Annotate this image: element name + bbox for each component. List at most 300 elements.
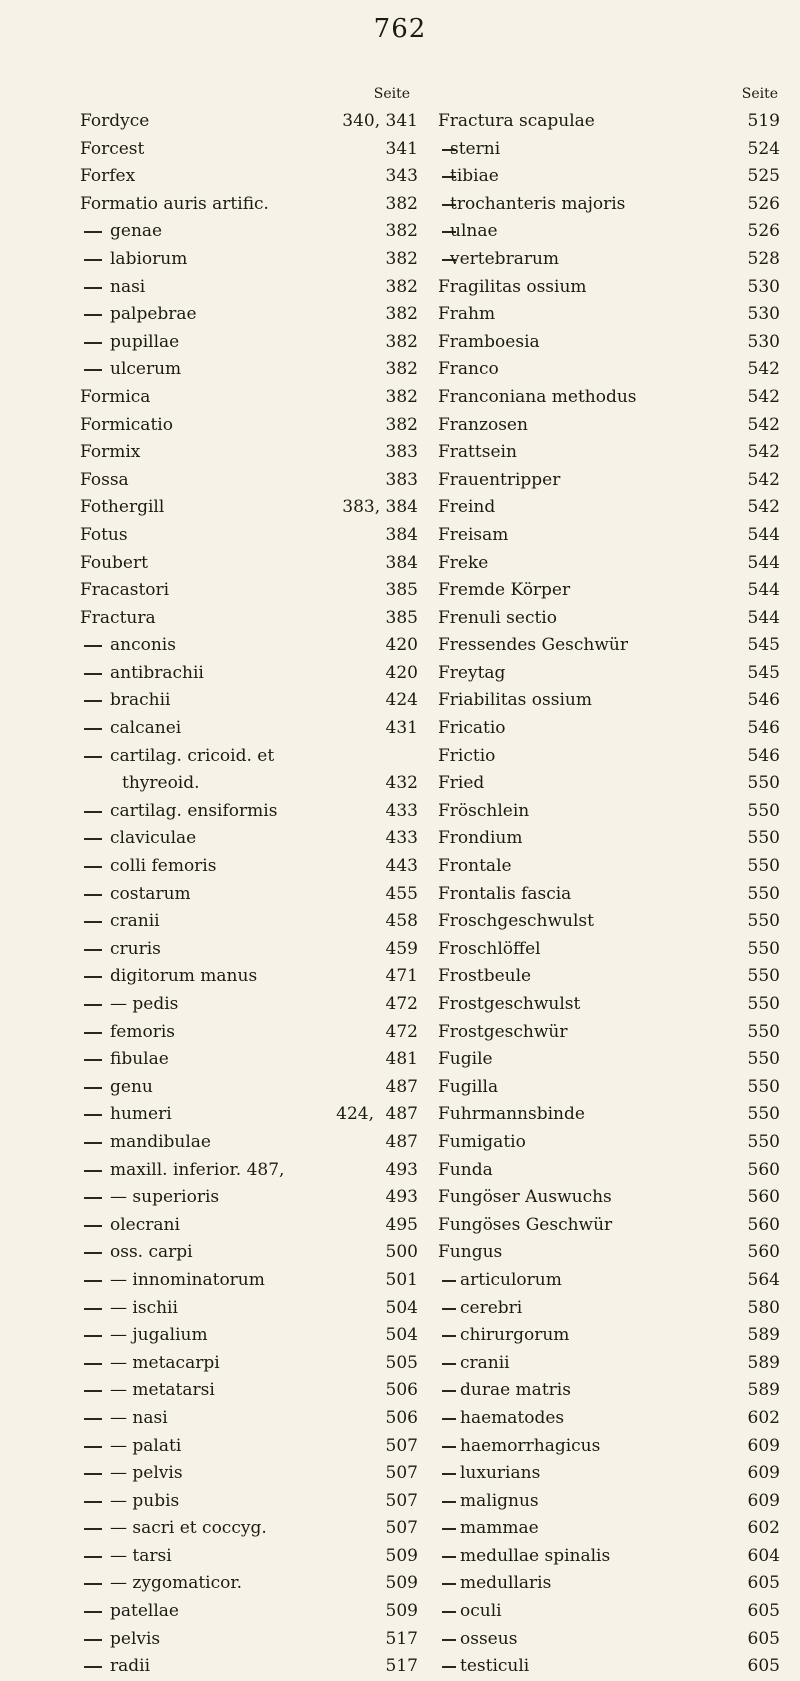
repeat-dash (442, 1639, 456, 1641)
repeat-dash (442, 1390, 456, 1392)
entry-term: cranii (460, 1352, 510, 1373)
entry-page: 487 (385, 1131, 418, 1152)
entry-page: 443 (385, 856, 418, 877)
repeat-dash (442, 1446, 456, 1448)
repeat-dash (84, 342, 102, 344)
entry-page: 433 (385, 828, 418, 849)
index-entry (80, 163, 418, 191)
entry-term: — metacarpi (110, 1352, 220, 1373)
repeat-dash (84, 1032, 102, 1034)
entry-page: 384 (385, 552, 418, 573)
index-entry (80, 108, 418, 136)
repeat-dash (84, 976, 102, 978)
index-entry (438, 1157, 780, 1185)
entry-term: cartilag. ensiformis (110, 800, 278, 821)
index-entry (80, 1460, 418, 1488)
index-entry (438, 1570, 780, 1598)
entry-page: 517 (385, 1628, 418, 1649)
index-entry (438, 1101, 780, 1129)
entry-page: 506 (385, 1380, 418, 1401)
entry-page: 382 (385, 386, 418, 407)
index-entry (438, 494, 780, 522)
entry-page: 550 (747, 1131, 780, 1152)
entry-term: Fracastori (80, 580, 170, 601)
entry-term: — pelvis (110, 1463, 183, 1484)
index-entry (438, 1046, 780, 1074)
entry-page: 560 (747, 1214, 780, 1235)
repeat-dash (84, 673, 102, 675)
index-entry (438, 1184, 780, 1212)
entry-term: mandibulae (110, 1131, 211, 1152)
entry-term: Frostgeschwulst (438, 994, 581, 1014)
entry-page: 550 (747, 1104, 780, 1125)
repeat-dash (84, 728, 102, 730)
index-entry (438, 191, 780, 219)
entry-page: 382 (385, 331, 418, 352)
repeat-dash (84, 231, 102, 233)
entry-page: 500 (385, 1242, 418, 1263)
repeat-dash (442, 1666, 456, 1668)
entry-page: 493 (385, 1187, 418, 1208)
index-entry (438, 577, 780, 605)
entry-page: 340, 341 (342, 111, 418, 131)
entry-term: — metatarsi (110, 1380, 215, 1401)
repeat-dash (84, 314, 102, 316)
entry-term: cranii (110, 911, 160, 932)
index-entry (80, 329, 418, 357)
entry-term: Froschgeschwulst (438, 911, 594, 932)
index-entry (80, 301, 418, 329)
index-entry (80, 274, 418, 302)
index-entry (438, 108, 780, 136)
entry-page: 604 (747, 1545, 780, 1566)
entry-term: — superioris (110, 1187, 220, 1208)
repeat-dash (84, 894, 102, 896)
entry-term: Forcest (80, 138, 145, 159)
entry-page: 487 (385, 1104, 418, 1125)
index-entry (80, 218, 418, 246)
repeat-dash (442, 1611, 456, 1613)
entry-term: Fugile (438, 1049, 493, 1070)
entry-term: vertebrarum (450, 248, 560, 269)
repeat-dash (84, 1252, 102, 1254)
entry-page: 589 (747, 1325, 780, 1346)
entry-page: 544 (747, 580, 780, 601)
entry-page: 602 (747, 1518, 780, 1539)
entry-page: 382 (385, 221, 418, 242)
entry-page: 385 (385, 607, 418, 628)
repeat-dash (84, 1197, 102, 1199)
entry-term: luxurians (460, 1463, 541, 1484)
entry-page: 605 (747, 1628, 780, 1649)
index-entry (438, 163, 780, 191)
entry-term: — jugalium (110, 1325, 208, 1346)
entry-term: Framboesia (438, 331, 540, 352)
entry-term: osseus (460, 1628, 518, 1649)
index-entry (80, 715, 418, 743)
entry-page: 424 (385, 690, 418, 711)
entry-term: anconis (110, 635, 176, 656)
index-entry (438, 963, 780, 991)
entry-term: femoris (110, 1021, 175, 1042)
repeat-dash (84, 1639, 102, 1641)
index-entry (80, 660, 418, 688)
entry-extra-page: 424, (336, 1104, 374, 1125)
repeat-dash (84, 1087, 102, 1089)
entry-term: Freytag (438, 662, 506, 683)
repeat-dash (84, 811, 102, 813)
entry-term: trochanteris majoris (450, 193, 626, 214)
entry-page: 472 (385, 994, 418, 1014)
entry-term: Friabilitas ossium (438, 690, 592, 711)
index-entry (80, 1019, 418, 1047)
entry-term: genu (110, 1076, 153, 1097)
entry-page: 542 (747, 497, 780, 518)
index-entry (80, 136, 418, 164)
index-entry (438, 1515, 780, 1543)
entry-term: calcanei (110, 718, 182, 739)
entry-page: 564 (747, 1269, 780, 1290)
entry-page: 542 (747, 469, 780, 490)
entry-page: 481 (385, 1049, 418, 1070)
entry-page: 493 (385, 1159, 418, 1180)
entry-term: — palati (110, 1435, 182, 1456)
entry-term: maxill. inferior. 487, (110, 1159, 285, 1180)
entry-term: Forfex (80, 166, 136, 187)
index-entry (80, 1322, 418, 1350)
entry-term: costarum (110, 883, 191, 904)
entry-page: 560 (747, 1242, 780, 1263)
entry-page: 550 (747, 1076, 780, 1097)
index-entry (438, 356, 780, 384)
entry-term: pupillae (110, 331, 180, 352)
repeat-dash (84, 1501, 102, 1503)
repeat-dash (84, 259, 102, 261)
entry-term: radii (110, 1656, 151, 1677)
entry-page: 383 (385, 442, 418, 463)
repeat-dash (442, 1473, 456, 1475)
entry-page: 544 (747, 524, 780, 545)
index-entry (80, 1295, 418, 1323)
entry-page: 542 (747, 414, 780, 435)
index-entry (438, 1460, 780, 1488)
entry-term: Franconiana methodus (438, 386, 637, 407)
entry-term: Formicatio (80, 414, 173, 435)
index-entry (438, 991, 780, 1019)
entry-page: 507 (385, 1518, 418, 1539)
entry-term: Fuhrmannsbinde (438, 1104, 585, 1125)
entry-term: digitorum manus (110, 966, 258, 987)
entry-term: cerebri (460, 1297, 523, 1318)
entry-term: Funda (438, 1159, 493, 1180)
entry-page: 545 (747, 635, 780, 656)
entry-page: 580 (747, 1297, 780, 1318)
entry-page: 507 (385, 1490, 418, 1511)
entry-page: 546 (747, 745, 780, 766)
entry-term: Fricatio (438, 718, 506, 739)
index-entry (80, 1515, 418, 1543)
repeat-dash (84, 1446, 102, 1448)
index-entry (80, 908, 418, 936)
entry-page: 487 (385, 1076, 418, 1097)
entry-term: oss. carpi (110, 1242, 193, 1263)
entry-page: 432 (385, 773, 418, 794)
entry-term: Formatio auris artific. (80, 193, 269, 214)
repeat-dash (84, 1528, 102, 1530)
entry-term: nasi (110, 276, 146, 297)
index-entry (80, 467, 418, 495)
entry-term: Frauentripper (438, 469, 561, 490)
entry-term: — nasi (110, 1407, 168, 1428)
entry-page: 550 (747, 911, 780, 932)
entry-term: haemorrhagicus (460, 1435, 601, 1456)
entry-page: 542 (747, 442, 780, 463)
index-entry (80, 1350, 418, 1378)
index-entry (438, 467, 780, 495)
entry-page: 382 (385, 248, 418, 269)
repeat-dash (442, 1528, 456, 1530)
index-entry (80, 632, 418, 660)
entry-term: Frostgeschwür (438, 1021, 568, 1042)
index-entry (438, 743, 780, 771)
repeat-dash (84, 1059, 102, 1061)
entry-page: 530 (747, 276, 780, 297)
entry-term: chirurgorum (460, 1325, 570, 1346)
index-entry (80, 1626, 418, 1654)
entry-term: Foubert (80, 552, 148, 573)
entry-term: ulcerum (110, 359, 182, 380)
entry-page: 383 (385, 469, 418, 490)
repeat-dash (442, 1308, 456, 1310)
index-entry (438, 715, 780, 743)
index-entry (80, 798, 418, 826)
index-entry (438, 246, 780, 274)
entry-term: Fotus (80, 524, 128, 545)
entry-term: malignus (460, 1490, 539, 1511)
repeat-dash (84, 949, 102, 951)
entry-page: 550 (747, 856, 780, 877)
entry-page: 509 (385, 1601, 418, 1622)
index-entry (438, 1322, 780, 1350)
index-entry (80, 687, 418, 715)
repeat-dash (84, 1666, 102, 1668)
entry-term: genae (110, 221, 163, 242)
index-entry (80, 1543, 418, 1571)
entry-page: 341 (385, 138, 418, 159)
entry-page: 501 (385, 1269, 418, 1290)
entry-term: tibiae (450, 166, 499, 187)
index-entry (80, 1377, 418, 1405)
entry-page: 383, 384 (342, 497, 418, 518)
index-entry (438, 1433, 780, 1461)
index-entry (80, 412, 418, 440)
entry-term: Fröschlein (438, 800, 530, 821)
entry-page: 542 (747, 386, 780, 407)
entry-page: 507 (385, 1463, 418, 1484)
repeat-dash (442, 1335, 456, 1337)
index-entry (438, 218, 780, 246)
entry-page: 495 (385, 1214, 418, 1235)
entry-term: Fragilitas ossium (438, 276, 587, 297)
entry-term: Fugilla (438, 1076, 499, 1097)
repeat-dash (84, 1280, 102, 1282)
index-entry (80, 577, 418, 605)
page-number: 762 (373, 14, 427, 44)
entry-term: Formica (80, 386, 151, 407)
entry-page: 343 (385, 166, 418, 187)
entry-term: labiorum (110, 248, 188, 269)
index-entry (438, 1626, 780, 1654)
entry-term: fibulae (110, 1049, 169, 1070)
entry-term: oculi (460, 1601, 502, 1622)
entry-page: 609 (747, 1463, 780, 1484)
entry-page: 382 (385, 276, 418, 297)
entry-term: claviculae (110, 828, 197, 849)
index-entry (80, 1488, 418, 1516)
entry-page: 382 (385, 359, 418, 380)
entry-term: Fractura scapulae (438, 111, 595, 131)
entry-term: Frontalis fascia (438, 883, 572, 904)
entry-term: thyreoid. (122, 773, 200, 794)
repeat-dash (442, 1363, 456, 1365)
entry-term: Fractura (80, 607, 156, 628)
index-entry (438, 632, 780, 660)
index-entry (438, 1129, 780, 1157)
entry-term: cartilag. cricoid. et (110, 745, 275, 766)
entry-term: Freind (438, 497, 496, 518)
entry-page: 507 (385, 1435, 418, 1456)
entry-page: 433 (385, 800, 418, 821)
entry-term: Freisam (438, 524, 509, 545)
index-entry (80, 356, 418, 384)
entry-page: 420 (385, 662, 418, 683)
repeat-dash (442, 1501, 456, 1503)
repeat-dash (84, 838, 102, 840)
index-entry (438, 1074, 780, 1102)
index-entries (80, 108, 418, 1681)
repeat-dash (442, 1280, 456, 1282)
column-header (80, 84, 418, 108)
repeat-dash (442, 1583, 456, 1585)
index-entry (80, 1653, 418, 1681)
entry-page: 550 (747, 938, 780, 959)
entry-term: — innominatorum (110, 1269, 265, 1290)
entry-page: 505 (385, 1352, 418, 1373)
entry-term: Franzosen (438, 414, 528, 435)
index-entry (80, 1570, 418, 1598)
entry-term: antibrachii (110, 662, 204, 683)
entry-page: 504 (385, 1325, 418, 1346)
entry-page: 605 (747, 1601, 780, 1622)
entry-page: 526 (747, 221, 780, 242)
entry-term: colli femoris (110, 856, 217, 877)
index-entry (80, 1184, 418, 1212)
entry-term: cruris (110, 938, 161, 959)
entry-term: — ischii (110, 1297, 178, 1318)
entry-page: 550 (747, 1049, 780, 1070)
entry-term: Frahm (438, 304, 496, 325)
entry-term: Franco (438, 359, 499, 380)
entry-page: 525 (747, 166, 780, 187)
index-entry (80, 743, 418, 771)
entry-term: Fremde Körper (438, 580, 571, 601)
index-column-right (438, 84, 780, 1681)
index-entry (438, 770, 780, 798)
index-entry (80, 246, 418, 274)
index-entry (80, 550, 418, 578)
entry-page: 550 (747, 966, 780, 987)
entry-term: Fressendes Geschwür (438, 635, 628, 656)
index-entry (438, 687, 780, 715)
index-entry (438, 798, 780, 826)
entry-term: Frattsein (438, 442, 517, 463)
index-entry (438, 825, 780, 853)
entry-page: 605 (747, 1573, 780, 1594)
entry-term: Frenuli sectio (438, 607, 557, 628)
entry-term: Froschlöffel (438, 938, 541, 959)
repeat-dash (84, 1335, 102, 1337)
entry-page: 528 (747, 248, 780, 269)
index-entry (438, 1267, 780, 1295)
entry-page: 544 (747, 607, 780, 628)
entry-term: — sacri et coccyg. (110, 1518, 267, 1539)
entry-page: 517 (385, 1656, 418, 1677)
entry-page: 382 (385, 414, 418, 435)
entry-page: 530 (747, 331, 780, 352)
entry-page: 382 (385, 304, 418, 325)
entry-term: Fungus (438, 1242, 503, 1263)
repeat-dash (442, 1556, 456, 1558)
index-entry (438, 412, 780, 440)
index-entry (80, 991, 418, 1019)
entry-term: testiculi (460, 1656, 530, 1677)
repeat-dash (84, 287, 102, 289)
repeat-dash (84, 1142, 102, 1144)
index-entry (80, 963, 418, 991)
page-column-label: Seite (373, 86, 410, 102)
repeat-dash (84, 921, 102, 923)
index-entry (438, 1653, 780, 1681)
entry-term: Frictio (438, 745, 496, 766)
index-entry (80, 1405, 418, 1433)
index-column-left (80, 84, 418, 1681)
index-entry (438, 136, 780, 164)
entry-term: — tarsi (110, 1545, 172, 1566)
repeat-dash (84, 645, 102, 647)
entry-page: 506 (385, 1407, 418, 1428)
index-entry (438, 301, 780, 329)
index-entry (80, 853, 418, 881)
entry-page: 509 (385, 1545, 418, 1566)
entry-page: 550 (747, 828, 780, 849)
page-column-label: Seite (741, 86, 778, 102)
index-entry (438, 522, 780, 550)
index-entry (438, 1598, 780, 1626)
entry-term: — zygomaticor. (110, 1573, 243, 1594)
index-entry (80, 439, 418, 467)
index-entry (80, 881, 418, 909)
entry-page: 431 (385, 718, 418, 739)
repeat-dash (84, 1611, 102, 1613)
index-entry (80, 1267, 418, 1295)
entry-term: Fried (438, 773, 485, 794)
entry-page: 519 (747, 111, 780, 131)
index-entry (80, 1101, 418, 1129)
index-entry (438, 1350, 780, 1378)
entry-term: brachii (110, 690, 171, 711)
entry-term: Fumigatio (438, 1131, 526, 1152)
entry-page: 605 (747, 1656, 780, 1677)
